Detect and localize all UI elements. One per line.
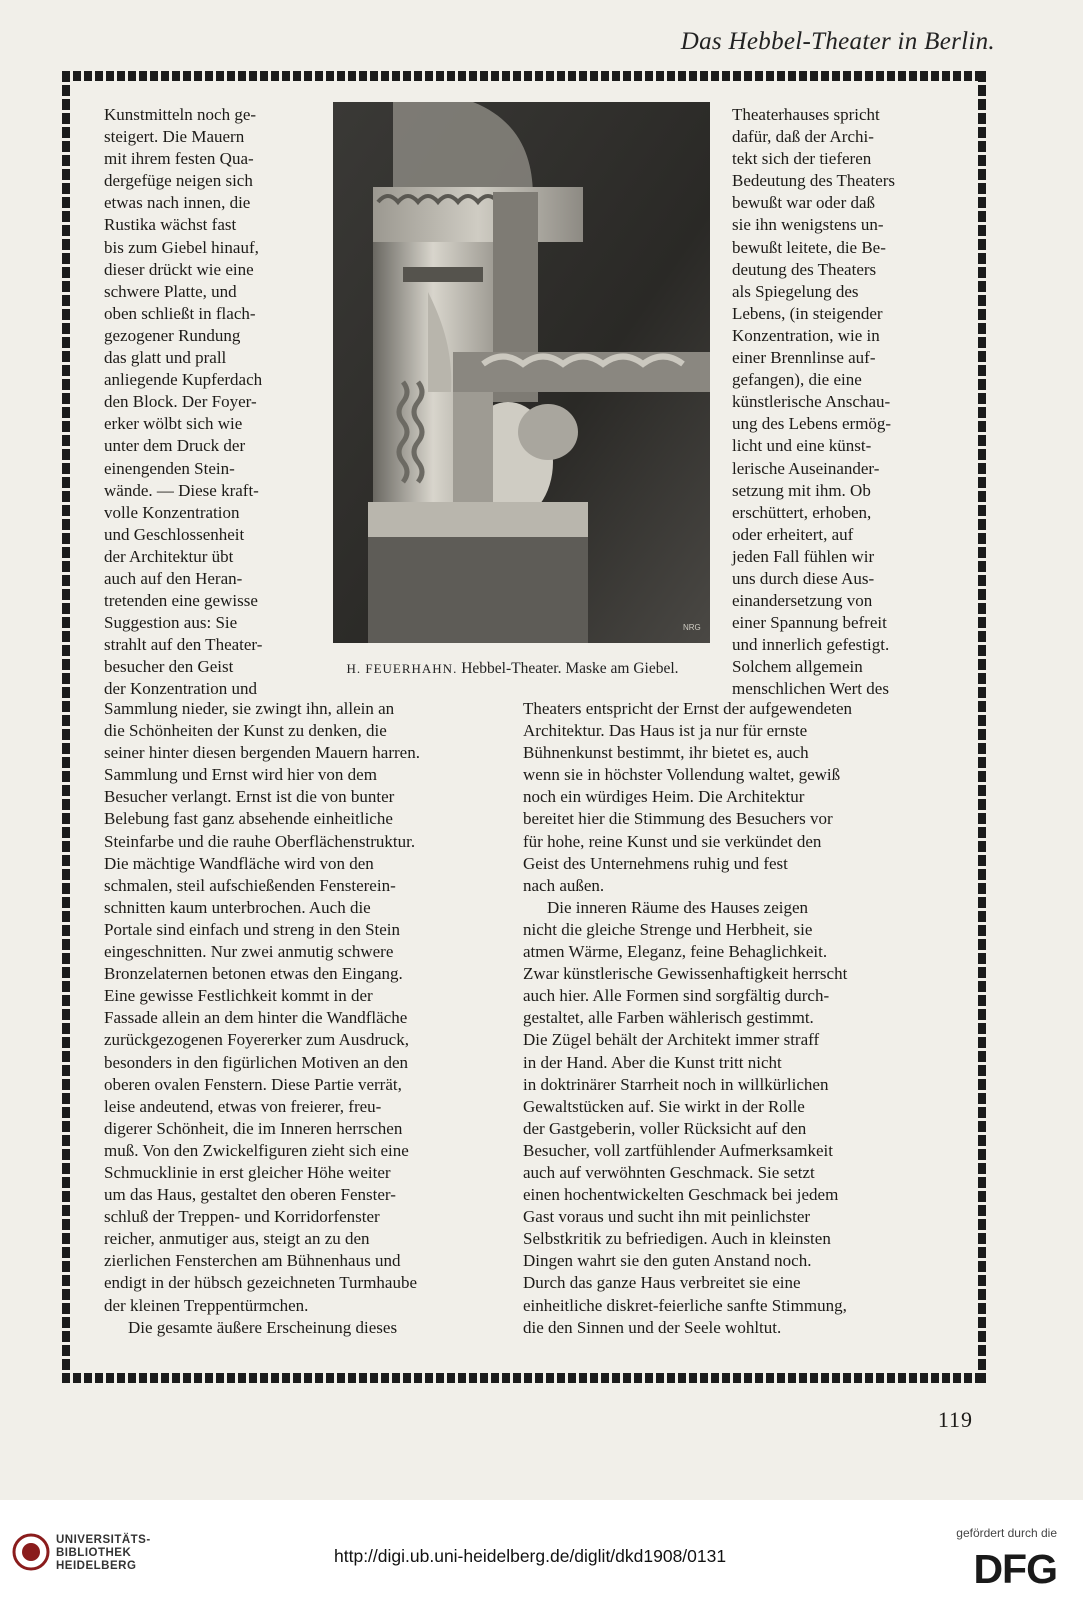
text-line: den Block. Der Foyer- (104, 392, 257, 412)
text-line: Die inneren Räume des Hauses zeigen (547, 897, 809, 917)
text-line: oder erheitert, auf (732, 524, 854, 544)
text-line: Fassade allein an dem hinter die Wandfläche (104, 1008, 408, 1028)
funding-text: gefördert durch die (956, 1526, 1057, 1540)
text-line: dafür, daß der Archi- (732, 127, 874, 147)
text-line: dieser drückt wie eine (104, 259, 254, 279)
text-line: noch ein würdiges Heim. Die Architektur (523, 787, 805, 807)
text-line: auch auf verwöhnten Geschmack. Sie setzt (523, 1162, 815, 1182)
text-line: der Gastgeberin, voller Rücksicht auf den (523, 1118, 807, 1138)
text-line: Theaterhauses spricht (732, 105, 880, 124)
text-line: digerer Schönheit, die im Inneren herrschen (104, 1118, 403, 1138)
text-line: um das Haus, gestaltet den oberen Fenster- (104, 1185, 396, 1205)
text-line: wände. — Diese kraft- (104, 480, 259, 500)
text-line: Dingen wahrt sie den guten Anstand noch. (523, 1251, 812, 1271)
text-line: Lebens, (in steigender (732, 303, 883, 323)
text-line: Konzentration, wie in (732, 325, 880, 345)
caption-author: H. FEUERHAHN. (346, 661, 458, 676)
text-line: Sammlung nieder, sie zwingt ihn, allein an (104, 699, 395, 718)
figure-caption (310, 660, 715, 678)
text-line: Theaters entspricht der Ernst der aufgewendeten (523, 699, 852, 718)
sculpture-photograph (333, 102, 710, 643)
text-line: eingeschnitten. Nur zwei anmutig schwere (104, 942, 394, 962)
text-line: Rustika wächst fast (104, 215, 237, 235)
text-line: und innerlich gefestigt. (732, 635, 890, 655)
text-line: die Schönheiten der Kunst zu denken, die (104, 721, 387, 741)
text-line: dergefüge neigen sich (104, 171, 253, 191)
text-line: volle Konzentration (104, 502, 240, 522)
text-line: reicher, anmutiger aus, steigt an zu den (104, 1229, 370, 1249)
text-line: strahlt auf den Theater- (104, 635, 263, 655)
text-line: Schmucklinie in erst gleicher Höhe weiter (104, 1162, 391, 1182)
text-column-left-top (104, 104, 302, 701)
text-line: Geist des Unternehmens ruhig und fest (523, 853, 788, 873)
text-line: jeden Fall fühlen wir (732, 546, 875, 566)
text-line: einengenden Stein- (104, 458, 235, 478)
text-line: für hohe, reine Kunst und sie verkündet den (523, 831, 822, 851)
text-line: Bedeutung des Theaters (732, 171, 896, 191)
text-line: lerische Auseinander- (732, 458, 880, 478)
text-line: bewußt war oder daß (732, 193, 876, 213)
photo-monogram: NRG (683, 623, 701, 632)
text-line: deutung des Theaters (732, 259, 877, 279)
text-line: muß. Von den Zwickelfiguren zieht sich eine (104, 1140, 409, 1160)
text-line: Eine gewisse Festlichkeit kommt in der (104, 986, 373, 1006)
text-line: leise andeutend, etwas von freierer, freu- (104, 1096, 382, 1116)
text-line: ung des Lebens ermög- (732, 414, 892, 434)
text-line: Gast voraus und sucht ihn mit peinlichster (523, 1207, 811, 1227)
text-line: zierlichen Fensterchen am Bühnenhaus und (104, 1251, 401, 1271)
text-line: nicht die gleiche Strenge und Herbheit, sie (523, 919, 813, 939)
text-line: unter dem Druck der (104, 436, 246, 456)
text-column-right-top (732, 104, 944, 701)
text-line: bis zum Giebel hinauf, (104, 237, 259, 257)
text-line: bewußt leitete, die Be- (732, 237, 886, 257)
text-line: etwas nach innen, die (104, 193, 251, 213)
text-line: der Architektur übt (104, 546, 234, 566)
text-line: der Konzentration und (104, 679, 257, 699)
text-line: in doktrinärer Starrheit noch in willkürlichen (523, 1074, 829, 1094)
text-line: setzung mit ihm. Ob (732, 480, 871, 500)
source-url-link[interactable]: http://digi.ub.uni-heidelberg.de/diglit/dkd1908/0131 (334, 1546, 727, 1566)
library-name (56, 1534, 151, 1573)
text-line: gefangen), die eine (732, 370, 862, 390)
text-line: in der Hand. Aber die Kunst tritt nicht (523, 1052, 782, 1072)
text-line: Gewaltstücken auf. Sie wirkt in der Rolle (523, 1096, 805, 1116)
text-line: besucher den Geist (104, 657, 234, 677)
text-line: schmalen, steil aufschießenden Fensterein- (104, 875, 396, 895)
text-line: die den Sinnen und der Seele wohltut. (523, 1317, 782, 1337)
text-line: uns durch diese Aus- (732, 568, 875, 588)
text-line: Die Zügel behält der Architekt immer straff (523, 1030, 820, 1050)
text-line: Sammlung und Ernst wird hier von dem (104, 765, 377, 785)
text-line: Zwar künstlerische Gewissenhaftigkeit herrscht (523, 964, 848, 984)
text-column-left-bottom (104, 698, 504, 1339)
text-line: sie ihn wenigstens un- (732, 215, 884, 235)
text-line: auch auf den Heran- (104, 568, 243, 588)
text-line: einen hochentwickelten Geschmack bei jedem (523, 1185, 839, 1205)
text-line: Bronzelaternen betonen etwas den Eingang. (104, 964, 403, 984)
text-line: wenn sie in höchster Vollendung waltet, gewiß (523, 765, 841, 785)
text-line: Bühnenkunst bestimmt, ihr bietet es, auch (523, 743, 809, 763)
text-line: Portale sind einfach und streng in den Stein (104, 919, 401, 939)
border-bottom (62, 1373, 986, 1383)
text-line: menschlichen Wert des (732, 679, 889, 699)
text-line: Durch das ganze Haus verbreitet sie eine (523, 1273, 801, 1293)
text-line: Besucher verlangt. Ernst ist die von bunter (104, 787, 395, 807)
text-line: licht und eine künst- (732, 436, 872, 456)
text-line: nach außen. (523, 875, 605, 895)
text-line: besonders in den figürlichen Motiven an den (104, 1052, 409, 1072)
text-line: seiner hinter diesen bergenden Mauern harren. (104, 743, 420, 763)
text-line: steigert. Die Mauern (104, 127, 245, 147)
text-line: Die mächtige Wandfläche wird von den (104, 853, 374, 873)
university-seal-icon (12, 1533, 50, 1571)
text-line: tretenden eine gewisse (104, 591, 258, 611)
running-head: Das Hebbel-Theater in Berlin. (680, 28, 995, 55)
text-line: anliegende Kupferdach (104, 370, 263, 390)
text-line: einheitliche diskret-feierliche sanfte Stimmung, (523, 1295, 847, 1315)
text-line: schwere Platte, und (104, 281, 237, 301)
text-line: einandersetzung von (732, 591, 873, 611)
text-line: der kleinen Treppentürmchen. (104, 1295, 309, 1315)
library-name-line: UNIVERSITÄTS- (56, 1534, 151, 1546)
text-line: zurückgezogenen Foyererker zum Ausdruck, (104, 1030, 409, 1050)
caption-text: Hebbel-Theater. Maske am Giebel. (461, 660, 679, 677)
library-name-line: HEIDELBERG (56, 1560, 137, 1572)
text-line: Suggestion aus: Sie (104, 613, 238, 633)
text-line: auch hier. Alle Formen sind sorgfältig durch- (523, 986, 830, 1006)
text-line: tekt sich der tieferen (732, 149, 872, 169)
text-line: gezogener Rundung (104, 325, 241, 345)
text-line: Solchem allgemein (732, 657, 863, 677)
text-line: künstlerische Anschau- (732, 392, 891, 412)
text-line: einer Brennlinse auf- (732, 348, 876, 368)
library-name-line: BIBLIOTHEK (56, 1547, 132, 1559)
text-line: schnitten kaum unterbrochen. Auch die (104, 897, 371, 917)
dfg-logo: DFG (973, 1546, 1057, 1592)
text-line: Belebung fast ganz absehende einheitliche (104, 809, 393, 829)
border-left (62, 71, 70, 1383)
page-number: 119 (937, 1407, 973, 1432)
text-line: bereitet hier die Stimmung des Besuchers vor (523, 809, 833, 829)
text-line: einer Spannung befreit (732, 613, 887, 633)
text-line: endigt in der hübsch gezeichneten Turmhaube (104, 1273, 418, 1293)
text-line: Besucher, voll zartfühlender Aufmerksamkeit (523, 1140, 833, 1160)
text-line: atmen Wärme, Eleganz, feine Behaglichkeit. (523, 942, 828, 962)
text-line: Selbstkritik zu befriedigen. Auch in kleinsten (523, 1229, 831, 1249)
text-line: oben schließt in flach- (104, 303, 256, 323)
text-line: und Geschlossenheit (104, 524, 245, 544)
border-top (62, 71, 986, 81)
text-column-right-bottom (523, 698, 944, 1339)
text-line: Kunstmitteln noch ge- (104, 105, 257, 124)
border-right (978, 71, 986, 1383)
text-line: gestaltet, alle Farben wählerisch gestimmt. (523, 1008, 814, 1028)
paragraph-line: Die gesamte äußere Erscheinung dieses (128, 1317, 398, 1337)
text-line: erschüttert, erhoben, (732, 502, 872, 522)
mask-relief-image (333, 102, 710, 643)
text-line: Architektur. Das Haus ist ja nur für ernste (523, 721, 808, 741)
text-line: mit ihrem festen Qua- (104, 149, 254, 169)
text-line: schluß der Treppen- und Korridorfenster (104, 1207, 380, 1227)
text-line: das glatt und prall (104, 348, 227, 368)
text-line: als Spiegelung des (732, 281, 859, 301)
text-line: oberen ovalen Fenstern. Diese Partie verrät, (104, 1074, 402, 1094)
digitization-footer (0, 1500, 1083, 1609)
text-line: Steinfarbe und die rauhe Oberflächenstruktur. (104, 831, 416, 851)
text-line: erker wölbt sich wie (104, 414, 243, 434)
